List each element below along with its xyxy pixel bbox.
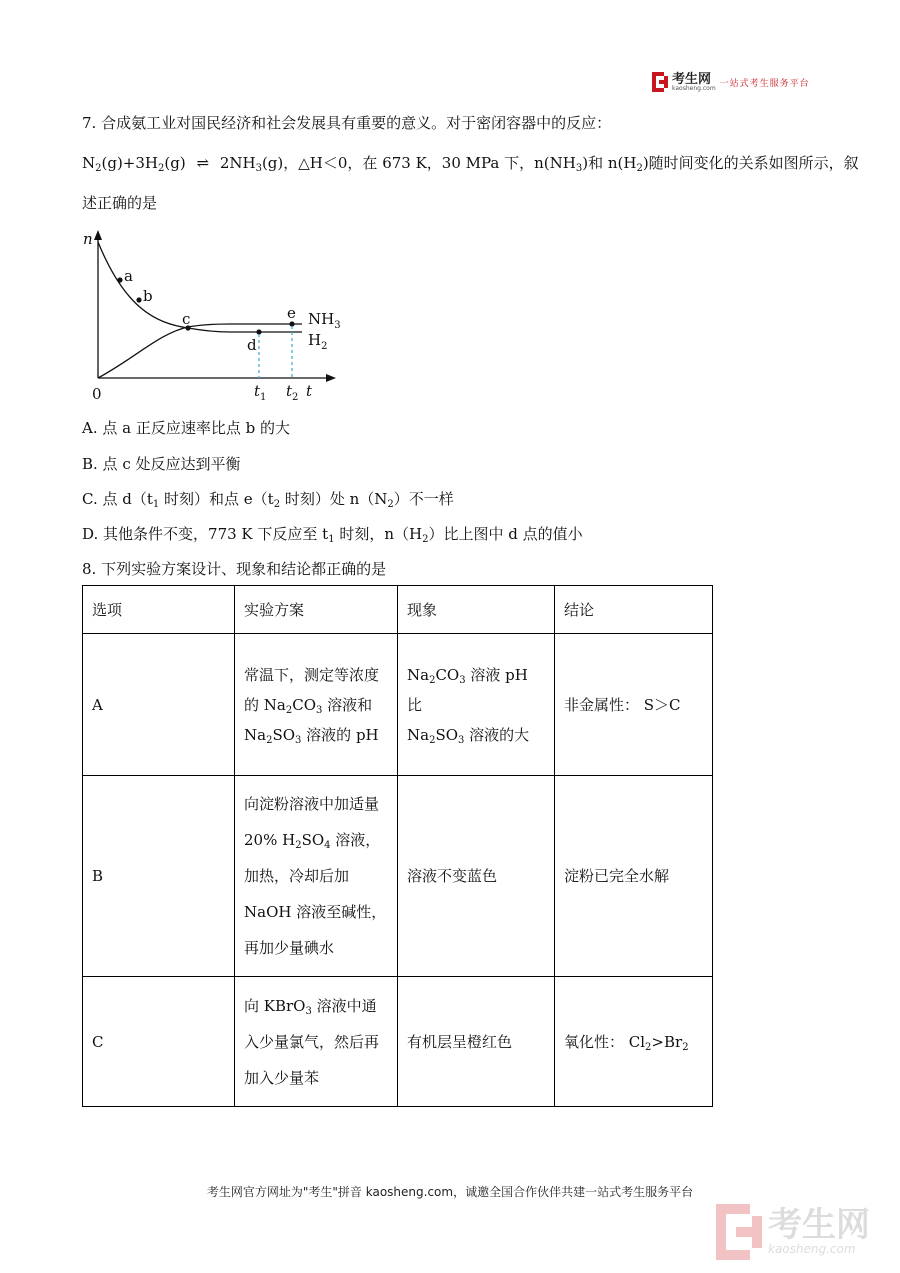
t2-label: $t_2$ — [286, 382, 299, 403]
row-b-phenomenon: 溶液不变蓝色 — [398, 776, 555, 977]
q8-stem: 8. 下列实验方案设计、现象和结论都正确的是 — [82, 560, 387, 578]
q7-equation-line: $N_2(g)+3H_2(g)$ ⇌ $2NH_3(g)$，△H＜0，在 673 K，30 MPa 下，$n(NH_3)$和 $n(H_2)$随时间变化的关系如图所示，叙 — [82, 154, 859, 174]
t1-label: $t_1$ — [254, 382, 267, 403]
logo-slogan: 一站式考生服务平台 — [719, 78, 810, 89]
header-option: 选项 — [83, 586, 235, 634]
logo-mark-icon — [652, 72, 668, 92]
logo-brand-en: kaosheng.com — [672, 84, 716, 92]
table-row-b — [83, 776, 713, 977]
h2-label: $H_2$ — [308, 331, 328, 352]
table-row-a — [83, 634, 713, 776]
table-row-c — [83, 977, 713, 1107]
q8-table — [82, 585, 713, 1107]
q7-graph — [80, 228, 370, 408]
row-b-plan: 向淀粉溶液中加适量 20% $H_2SO_4$ 溶液， 加热，冷却后加 NaOH 溶液至碱性， 再加少量碘水 — [235, 776, 398, 977]
row-b-conclusion: 淀粉已完全水解 — [555, 776, 713, 977]
point-d-dot — [256, 329, 261, 334]
row-a-option: A — [83, 634, 235, 776]
q7-option-b: B. 点 c 处反应达到平衡 — [82, 455, 241, 473]
q7-stem-line3: 述正确的是 — [82, 194, 158, 212]
watermark-logo-icon — [716, 1204, 762, 1260]
row-c-plan: 向 KBrO$_3$ 溶液中通 入少量氯气，然后再 加入少量苯 — [235, 977, 398, 1107]
y-axis-label: n — [83, 230, 93, 248]
point-c-label: c — [182, 310, 191, 328]
equilibrium-arrow-icon: ⇌ — [196, 154, 210, 172]
table-header-row — [83, 586, 713, 634]
page-footer: 考生网官方网址为"考生"拼音 kaosheng.com，诚邀全国合作伙伴共建一站式考生服务平台 — [206, 1185, 694, 1199]
q7-stem-line1: 7. 合成氨工业对国民经济和社会发展具有重要的意义。对于密闭容器中的反应： — [82, 114, 612, 132]
logo-brand-cn: 考生网 — [672, 71, 712, 87]
row-a-phenomenon: $Na_2CO_3$ 溶液 pH 比 $Na_2SO_3$ 溶液的大 — [398, 634, 555, 776]
q7-option-d: D. 其他条件不变，773 K 下反应至 $t_1$ 时刻，$n(H_2)$比上图中 d 点的值小 — [82, 525, 583, 545]
point-b-label: b — [143, 287, 153, 305]
row-a-plan: 常温下，测定等浓度 的 $Na_2CO_3$ 溶液和 $Na_2SO_3$ 溶液的 pH — [235, 634, 398, 776]
y-axis-arrow — [94, 230, 102, 240]
point-a-dot — [117, 277, 122, 282]
point-e-dot — [289, 321, 294, 326]
watermark-en: kaosheng.com — [768, 1242, 856, 1256]
point-b-dot — [136, 297, 141, 302]
origin-label: 0 — [92, 385, 102, 403]
point-d-label: d — [247, 336, 257, 354]
row-a-conclusion: 非金属性： S＞C — [555, 634, 713, 776]
watermark-cn: 考生网 — [768, 1205, 870, 1245]
point-a-label: a — [124, 267, 133, 285]
point-e-label: e — [287, 304, 296, 322]
watermark — [716, 1204, 870, 1260]
q7-option-a: A. 点 a 正反应速率比点 b 的大 — [82, 419, 290, 437]
nh3-label: $NH_3$ — [308, 310, 341, 331]
row-c-option: C — [83, 977, 235, 1107]
header-phenomenon: 现象 — [398, 586, 555, 634]
h2-curve — [98, 242, 302, 332]
x-axis-label: t — [306, 382, 313, 400]
q7-option-c: C. 点 $d(t_1$ 时刻）和点 $e(t_2$ 时刻）处 $n(N_2)$不一样 — [82, 490, 454, 510]
x-axis-arrow — [326, 374, 336, 382]
header-plan: 实验方案 — [235, 586, 398, 634]
row-c-conclusion: 氧化性： $Cl_2>Br_2$ — [555, 977, 713, 1107]
header-logo — [652, 72, 810, 92]
row-c-phenomenon: 有机层呈橙红色 — [398, 977, 555, 1107]
header-conclusion: 结论 — [555, 586, 713, 634]
row-b-option: B — [83, 776, 235, 977]
